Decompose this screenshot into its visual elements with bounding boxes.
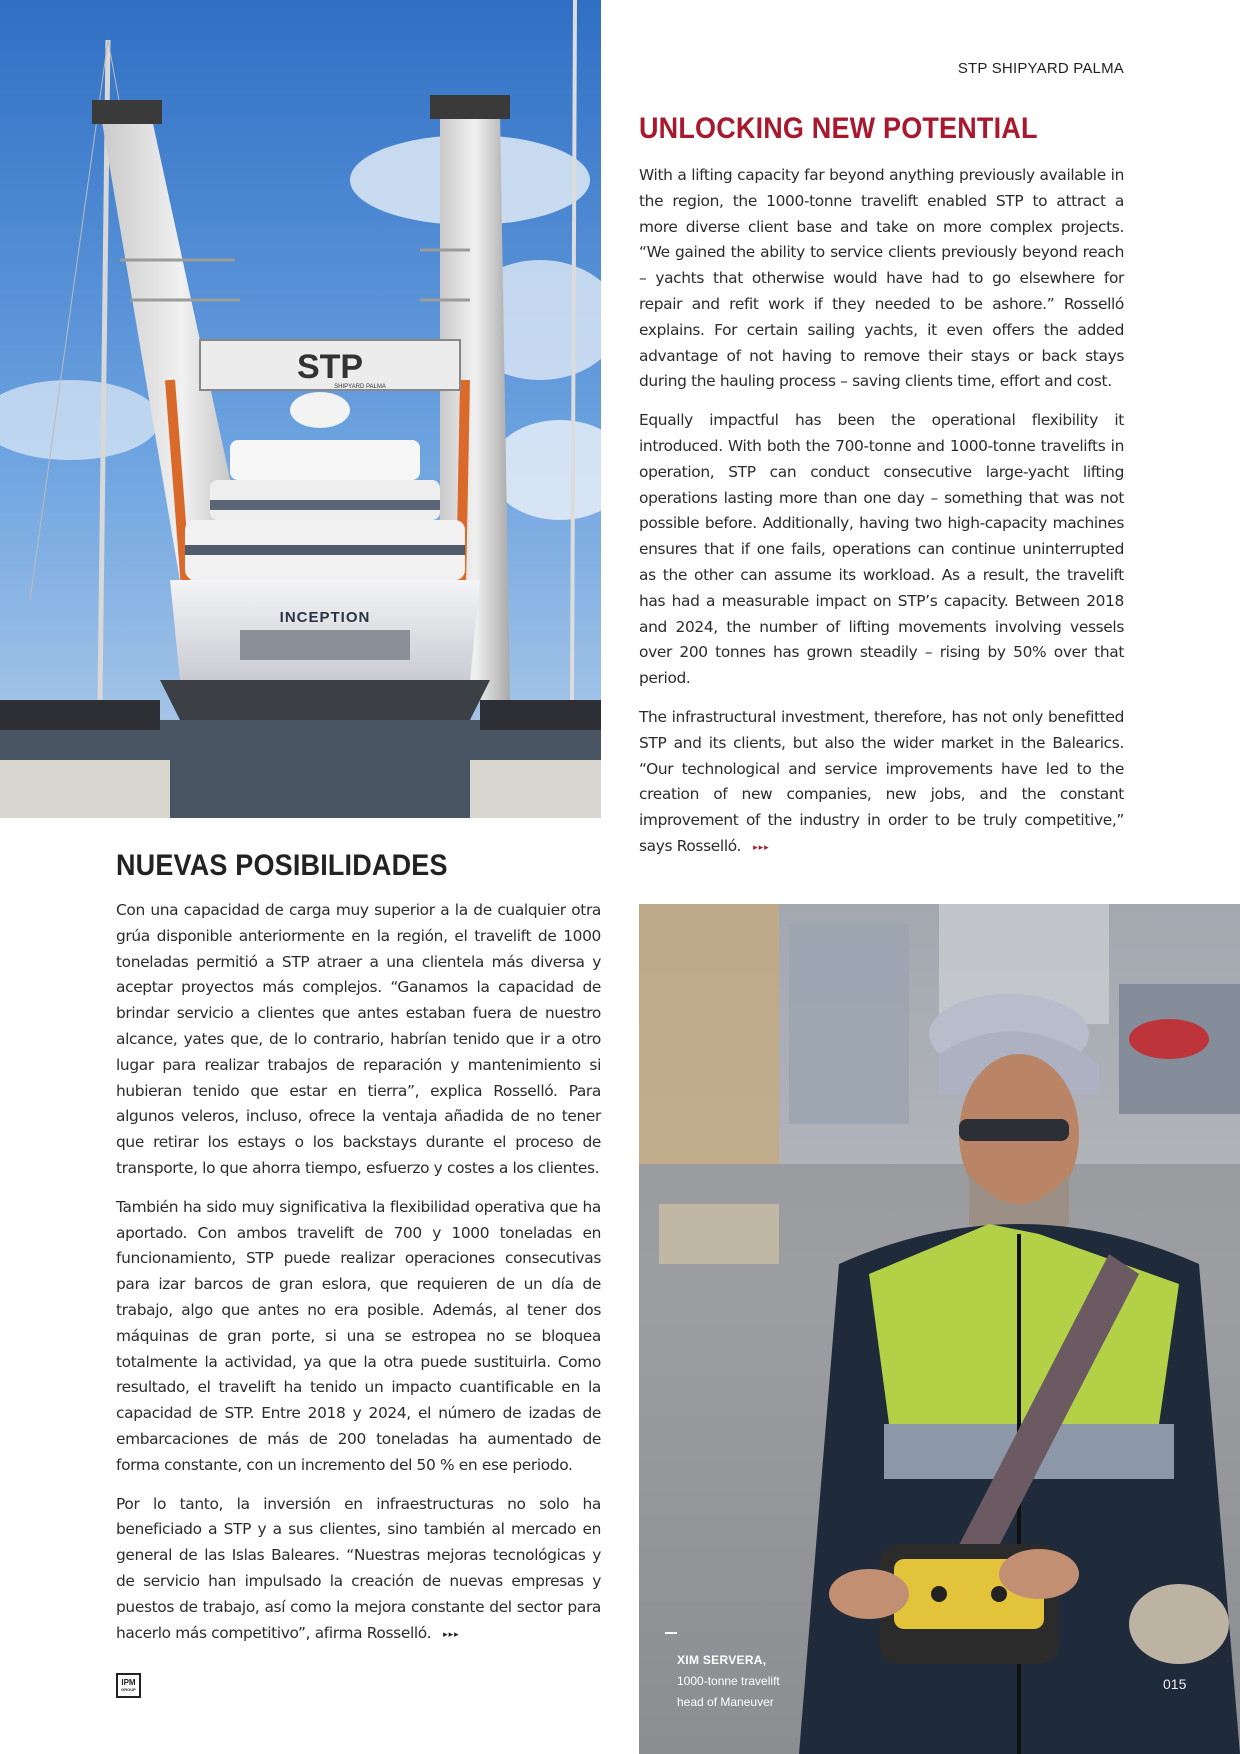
worker-portrait-photo [639, 904, 1240, 1754]
publisher-logo-line1: IPM [121, 1678, 136, 1687]
lift-subtext: SHIPYARD PALMA [334, 384, 386, 390]
spanish-paragraph: Con una capacidad de carga muy superior a la de cualquier otra grúa disponible anteriormente en la región, el travelift de 1000 toneladas permitió a STP atraer a una clientela más diversa y aceptar proyectos más complejos. “Ganamos la capacidad de brindar servicio a clientes que antes estaban fuera de nuestro alcance, yates que, de lo contrario, habrían tenido que ir a otro lugar para realizar trabajos de reparación y mantenimiento si hubieran tenido que estar en tierra”, explica Rosselló. Para algunos veleros, incluso, ofrece la ventaja añadida de no tener que retirar los estays o los backstays durante el proceso de transporte, lo que ahorra tiempo, esfuerzo y costes a los clientes. [116, 901, 601, 1177]
english-paragraph-text: The infrastructural investment, therefore, has not only benefitted STP and its clients, but also the wider market in the Balearics. “Our technological and service improvements have led to the creation of new companies, new jobs, and the constant improvement of the industry in order to be truly competitive,” says Rosselló. [639, 707, 1124, 855]
spanish-heading: NUEVAS POSIBILIDADES [116, 849, 448, 882]
spanish-paragraph [116, 1492, 601, 1649]
end-marker-icon: ▸▸▸ [443, 1629, 460, 1640]
photo-caption [677, 1632, 780, 1713]
yacht-travelift-illustration [0, 0, 601, 818]
worker-illustration [639, 904, 1240, 1754]
spanish-paragraph: También ha sido muy significativa la flexibilidad operativa que ha aportado. Con ambos travelift de 700 y 1000 toneladas en funcionamiento, STP puede realizar operaciones consecutivas para izar barcos de gran eslora, que requieren de un día de trabajo, algo que antes no era posible. Además, al tener dos máquinas de gran porte, si una se estropea no se bloquea totalmente la actividad, ya que la otra puede sustituirla. Como resultado, el travelift ha tenido un impacto cuantificable en la capacidad de STP. Entre 2018 y 2024, el número de izadas de embarcaciones de más de 200 toneladas ha aumentado de forma constante, con un incremento del 50 % en ese periodo. [116, 1197, 601, 1474]
english-paragraph: With a lifting capacity far beyond anything previously available in the region, the 1000-tonne travelift enabled STP to attract a more diverse client base and take on more complex projects. “We gained the ability to service clients previously beyond reach – yachts that otherwise would have had to go elsewhere for repair and refit work if they needed to be ashore.” Rosselló explains. For certain sailing yachts, it even offers the added advantage of not having to remove their stays or back stays during the hauling process – saving clients time, effort and cost. [639, 166, 1124, 391]
english-paragraph: Equally impactful has been the operational flexibility it introduced. With both the 700-tonne and 1000-tonne travelifts in operation, STP can conduct consecutive large-yacht lifting operations lasting more than one day – something that was not possible before. Additionally, having two high-capacity machines ensures that if one fails, operations can continue uninterrupted as the other can assume its workload. As a result, the travelift has had a measurable impact on STP’s capacity. Between 2018 and 2024, the number of lifting movements involving vessels over 200 tonnes has grown steadily – rising by 50% over that period. [639, 411, 1124, 688]
publisher-logo-line2: GROUP [121, 1687, 136, 1692]
english-heading: UNLOCKING NEW POTENTIAL [639, 112, 1038, 145]
lift-brand-text: STP [296, 348, 364, 386]
end-marker-icon: ▸▸▸ [753, 842, 770, 853]
spanish-paragraph-text: Por lo tanto, la inversión en infraestructuras no solo ha beneficiado a STP y a sus clientes, sino también al mercado en general de las Islas Baleares. “Nuestras mejoras tecnológicas y de servicio han impulsado la creación de nuevas empresas y puestos de trabajo, así como la mejora constante del sector para hacerlo más competitivo”, afirma Rosselló. [116, 1494, 601, 1642]
yacht-travelift-photo [0, 0, 601, 818]
publisher-logo [116, 1673, 141, 1698]
running-header: STP SHIPYARD PALMA [957, 60, 1124, 77]
english-paragraph [639, 705, 1124, 862]
yacht-name-text: INCEPTION [279, 609, 371, 626]
caption-role-line1: 1000-tonne travelift [677, 1674, 780, 1688]
caption-role-line2: head of Maneuver [677, 1695, 774, 1709]
spanish-body [116, 898, 601, 1661]
page-number: 015 [1163, 1676, 1187, 1692]
caption-dash [665, 1632, 677, 1634]
english-body [639, 163, 1124, 875]
caption-name: XIM SERVERA, [677, 1653, 767, 1667]
